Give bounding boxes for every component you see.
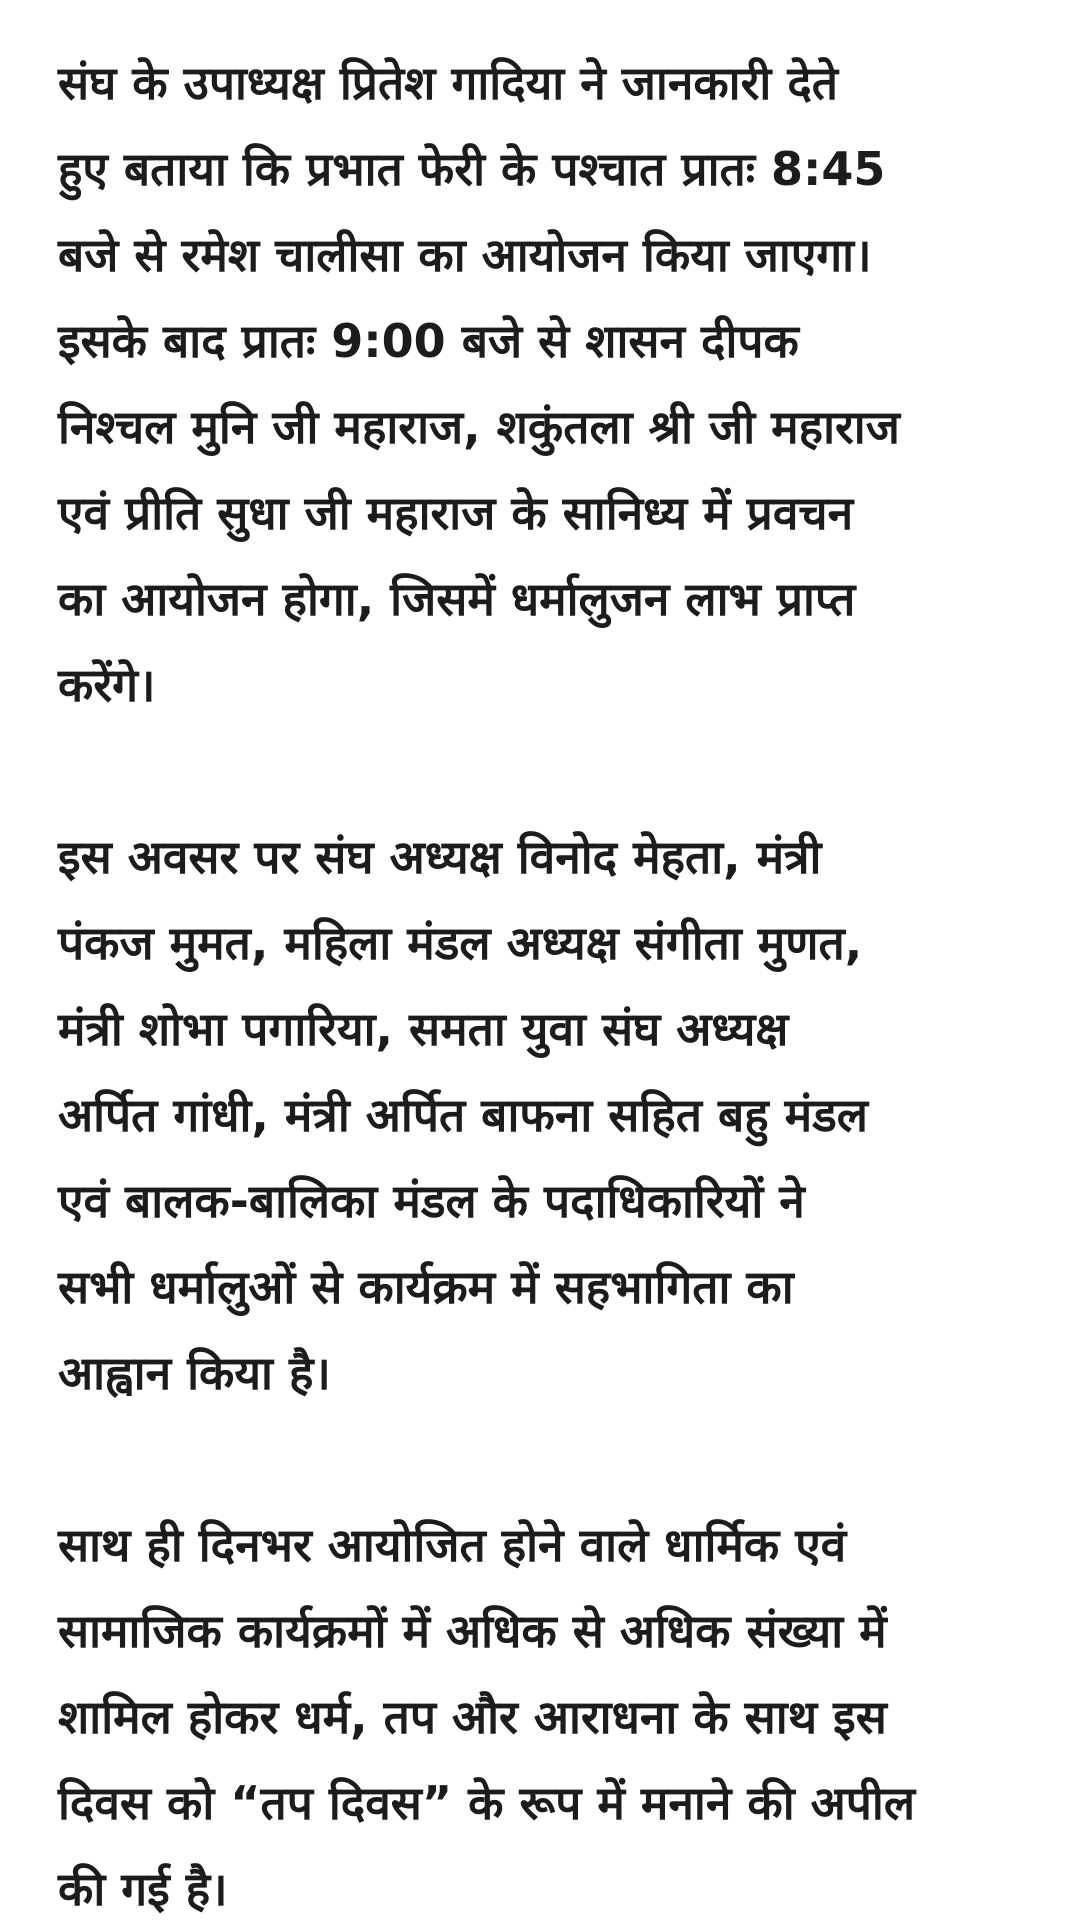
text-line: आह्वान किया है। (58, 1346, 331, 1400)
paragraph-schedule (58, 40, 1038, 728)
text-line: निश्चल मुनि जी महाराज, शकुंतला श्री जी महाराज (58, 400, 900, 454)
text-line: दिवस को “तप दिवस” के रूप में मनाने की अपील (58, 1776, 916, 1830)
text-line: साथ ही दिनभर आयोजित होने वाले धार्मिक एवं (58, 1518, 847, 1572)
text-line: सामाजिक कार्यक्रमों में अधिक से अधिक संख्या में (58, 1604, 887, 1658)
text-line: एवं प्रीति सुधा जी महाराज के सानिध्य में प्रवचन (58, 486, 854, 540)
text-line: अर्पित गांधी, मंत्री अर्पित बाफना सहित बहु मंडल (58, 1088, 868, 1142)
text-line: हुए बताया कि प्रभात फेरी के पश्चात प्रातः 8:45 (58, 142, 886, 196)
text-line: की गई है। (58, 1862, 228, 1916)
text-line: इसके बाद प्रातः 9:00 बजे से शासन दीपक (58, 314, 799, 368)
text-line: करेंगे। (58, 658, 156, 712)
text-line: का आयोजन होगा, जिसमें धर्मालुजन लाभ प्राप्त (58, 572, 856, 626)
text-line: इस अवसर पर संघ अध्यक्ष विनोद मेहता, मंत्री (58, 830, 822, 884)
paragraph-appeal (58, 1502, 1038, 1932)
text-line: मंत्री शोभा पगारिया, समता युवा संघ अध्यक्ष (58, 1002, 789, 1056)
text-line: बजे से रमेश चालीसा का आयोजन किया जाएगा। (58, 228, 872, 282)
text-line: पंकज मुमत, महिला मंडल अध्यक्ष संगीता मुणत, (58, 916, 863, 970)
text-line: संघ के उपाध्यक्ष प्रितेश गादिया ने जानकारी देते (58, 56, 838, 110)
text-line: शामिल होकर धर्म, तप और आराधना के साथ इस (58, 1690, 887, 1744)
text-line: एवं बालक-बालिका मंडल के पदाधिकारियों ने (58, 1174, 805, 1228)
article-body (58, 40, 1038, 1932)
paragraph-officials (58, 814, 1038, 1416)
text-line: सभी धर्मालुओं से कार्यक्रम में सहभागिता का (58, 1260, 794, 1314)
